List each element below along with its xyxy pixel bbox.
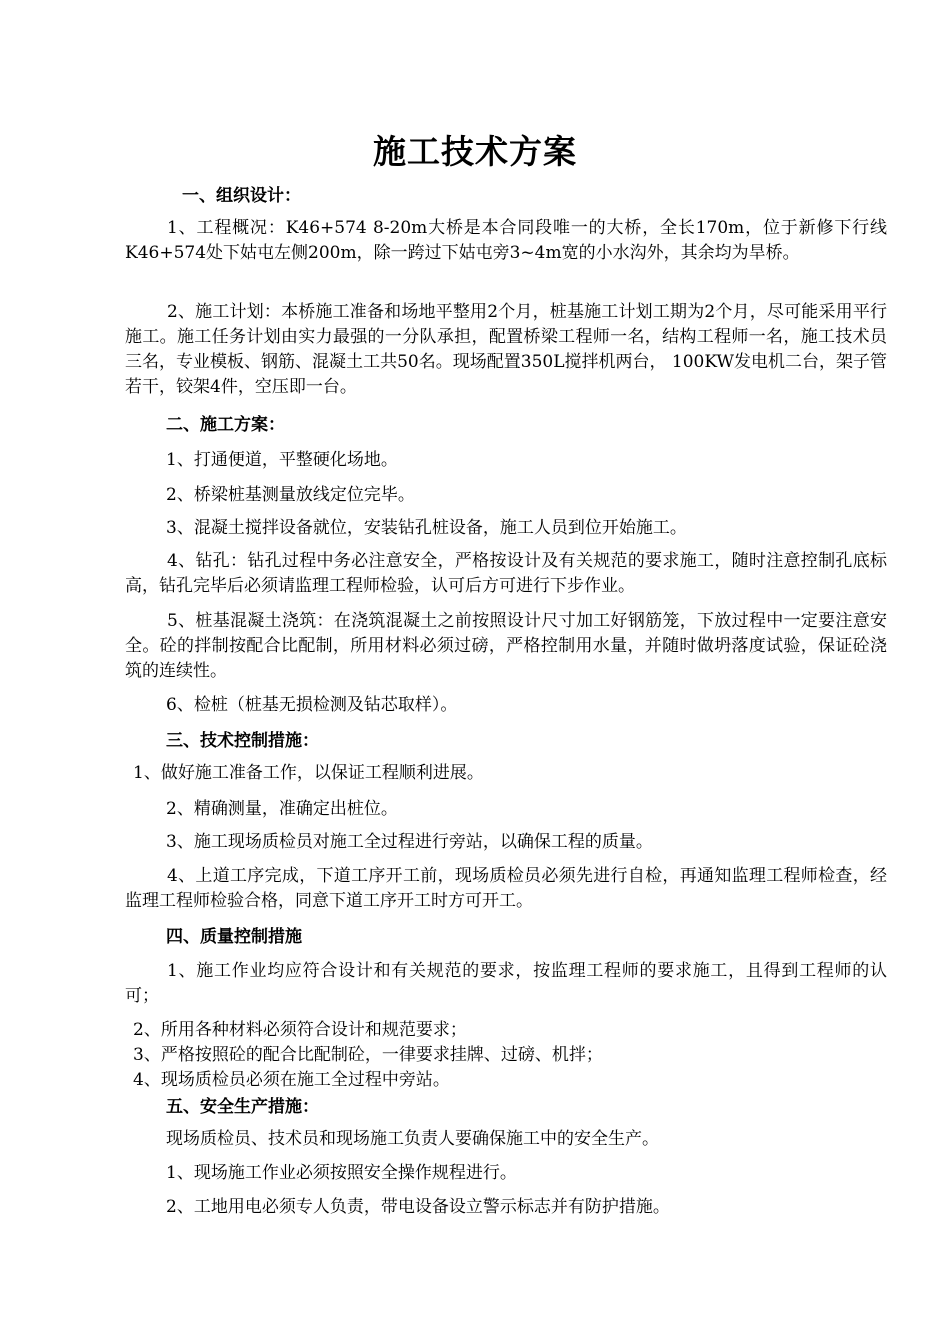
list-item: 2、桥梁桩基测量放线定位完毕。 — [166, 485, 415, 505]
list-item: 3、施工现场质检员对施工全过程进行旁站，以确保工程的质量。 — [166, 832, 653, 852]
document-title: 施工技术方案 — [373, 132, 577, 171]
list-item: 3、混凝土搅拌设备就位，安装钻孔桩设备，施工人员到位开始施工。 — [166, 518, 687, 538]
paragraph-project-overview: 1、工程概况：K46+574 8-20m大桥是本合同段唯一的大桥，全长170m，位于新修下行线K46+574处下姑屯左侧200m，除一跨过下姑屯旁3~4m宽的小水沟外，其余均为旱桥。 — [125, 218, 887, 263]
paragraph-construction-plan: 2、施工计划：本桥施工准备和场地平整用2个月，桩基施工计划工期为2个月，尽可能采用平行施工。施工任务计划由实力最强的一分队承担，配置桥梁工程师一名，结构工程师一名，施工技术员三名，专业模板、钢筋、混凝土工共50名。现场配置350L搅拌机两台， 100KW发电机二台，架子管若干，铰架4件，空压即一台。 — [125, 302, 887, 397]
paragraph-quality-requirements: 1、施工作业均应符合设计和有关规范的要求，按监理工程师的要求施工，且得到工程师的认可； — [125, 961, 887, 1006]
list-item: 现场质检员、技术员和现场施工负责人要确保施工中的安全生产。 — [166, 1129, 659, 1149]
paragraph-process-inspection: 4、上道工序完成，下道工序开工前，现场质检员必须先进行自检，再通知监理工程师检查，经监理工程师检验合格，同意下道工序开工时方可开工。 — [125, 866, 887, 911]
section-heading-quality-control: 四、质量控制措施 — [166, 927, 302, 947]
section-heading-construction-scheme: 二、施工方案： — [166, 415, 285, 435]
section-heading-technical-control: 三、技术控制措施： — [166, 731, 319, 751]
list-item: 1、打通便道，平整硬化场地。 — [166, 450, 398, 470]
paragraph-drilling: 4、钻孔：钻孔过程中务必注意安全，严格按设计及有关规范的要求施工，随时注意控制孔底标高，钻孔完毕后必须请监理工程师检验，认可后方可进行下步作业。 — [125, 551, 887, 596]
list-item: 2、工地用电必须专人负责，带电设备设立警示标志并有防护措施。 — [166, 1197, 670, 1217]
list-item: 1、做好施工准备工作，以保证工程顺利进展。 — [133, 763, 484, 783]
paragraph-pile-concrete: 5、桩基混凝土浇筑：在浇筑混凝土之前按照设计尺寸加工好钢筋笼，下放过程中一定要注意安全。砼的拌制按配合比配制，所用材料必须过磅，严格控制用水量，并随时做坍落度试验，保证砼浇筑的连续性。 — [125, 611, 887, 681]
list-item: 6、检桩（桩基无损检测及钻芯取样）。 — [166, 695, 458, 715]
list-item: 3、严格按照砼的配合比配制砼，一律要求挂牌、过磅、机拌； — [133, 1045, 603, 1065]
section-heading-organization: 一、组织设计： — [182, 186, 301, 206]
list-item: 2、精确测量，准确定出桩位。 — [166, 799, 398, 819]
list-item: 2、所用各种材料必须符合设计和规范要求； — [133, 1020, 467, 1040]
section-heading-safety: 五、安全生产措施： — [166, 1097, 319, 1117]
list-item: 1、现场施工作业必须按照安全操作规程进行。 — [166, 1163, 517, 1183]
list-item: 4、现场质检员必须在施工全过程中旁站。 — [133, 1070, 450, 1090]
